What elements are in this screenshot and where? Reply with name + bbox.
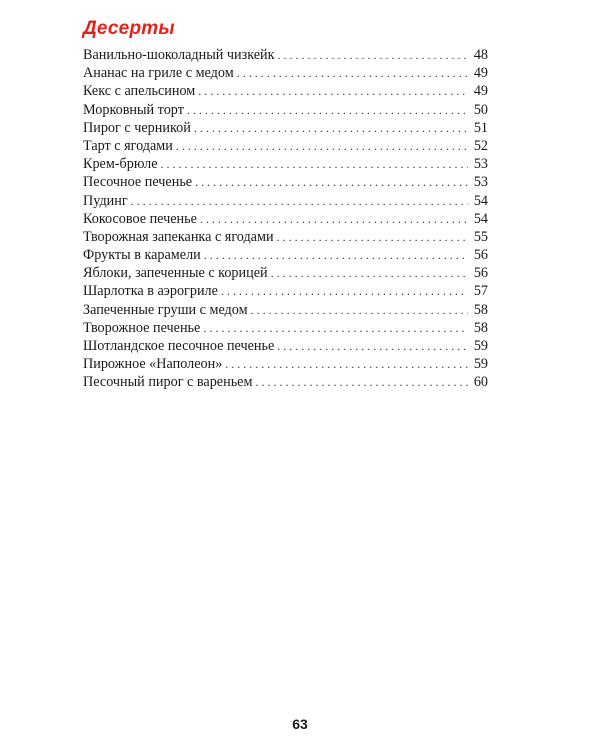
dot-leader	[131, 192, 468, 210]
toc-entry-title: Запеченные груши с медом	[83, 301, 248, 318]
dot-leader	[194, 119, 468, 137]
toc-entry-title: Пирог с черникой	[83, 119, 191, 136]
dot-leader	[277, 337, 468, 355]
toc-entry-title: Пирожное «Наполеон»	[83, 356, 223, 373]
toc-entry[interactable]	[83, 137, 488, 155]
toc-entry[interactable]	[83, 192, 488, 210]
dot-leader	[225, 355, 468, 373]
toc-entry-page: 48	[473, 47, 488, 63]
toc-entry[interactable]	[83, 210, 488, 228]
toc-entry[interactable]	[83, 264, 488, 282]
toc-entry[interactable]	[83, 301, 488, 319]
toc-entry-page: 58	[473, 301, 488, 318]
toc-entry-page: 50	[473, 101, 488, 118]
toc-entry[interactable]	[83, 119, 488, 137]
dot-leader	[277, 228, 468, 246]
dot-leader	[176, 137, 468, 155]
toc-entry[interactable]	[83, 228, 488, 246]
toc-entry[interactable]	[83, 155, 488, 173]
toc-entry-title: Яблоки, запеченные с корицей	[83, 265, 268, 282]
toc-entry-page: 52	[473, 137, 488, 154]
toc-entry[interactable]	[83, 64, 488, 82]
page-number: 63	[292, 716, 308, 732]
toc-entry-page: 56	[473, 265, 488, 282]
toc-entry-title: Морковный торт	[83, 101, 184, 118]
toc-entry-page: 55	[473, 228, 488, 245]
toc-entry-title: Тарт с ягодами	[83, 137, 173, 154]
toc-entry[interactable]	[83, 82, 488, 100]
toc-entry-title: Ванильно-шоколадный чизкейк	[83, 47, 275, 63]
toc-entry[interactable]	[83, 46, 488, 64]
dot-leader	[278, 46, 468, 64]
toc-entry-title: Кокосовое печенье	[83, 210, 197, 227]
toc-entry-title: Творожное печенье	[83, 319, 201, 336]
toc-entry-page: 49	[473, 83, 488, 100]
toc-entry-title: Пудинг	[83, 192, 128, 209]
dot-leader	[204, 246, 468, 264]
toc-entry[interactable]	[83, 355, 488, 373]
toc-entry[interactable]	[83, 246, 488, 264]
dot-leader	[198, 82, 468, 100]
toc-entry-page: 54	[473, 192, 488, 209]
dot-leader	[237, 64, 468, 82]
toc-entry-page: 59	[473, 356, 488, 373]
toc-entry-title: Шарлотка в аэрогриле	[83, 283, 218, 300]
dot-leader	[251, 301, 468, 319]
toc-entry-page: 58	[473, 319, 488, 336]
toc-entry-title: Фрукты в карамели	[83, 247, 201, 264]
toc-entry-title: Шотландское песочное печенье	[83, 338, 275, 354]
toc-entry[interactable]	[83, 337, 488, 355]
toc-entry-title: Творожная запеканка с ягодами	[83, 228, 274, 245]
toc-entry-page: 53	[473, 174, 488, 191]
dot-leader	[200, 210, 468, 228]
toc-entry-page: 56	[473, 247, 488, 264]
table-of-contents	[83, 46, 488, 392]
toc-entry-page: 54	[473, 210, 488, 227]
toc-entry-title: Кекс с апельсином	[83, 83, 196, 100]
toc-entry-title: Песочное печенье	[83, 174, 193, 191]
toc-entry[interactable]	[83, 101, 488, 119]
toc-entry-page: 59	[473, 338, 488, 354]
dot-leader	[271, 264, 468, 282]
dot-leader	[203, 319, 468, 337]
toc-entry-title: Песочный пирог с вареньем	[83, 374, 253, 391]
toc-entry-title: Ананас на гриле с медом	[83, 65, 234, 82]
toc-entry-page: 57	[473, 283, 488, 300]
dot-leader	[255, 373, 468, 391]
toc-entry-title: Крем-брюле	[83, 156, 158, 173]
toc-entry-page: 53	[473, 156, 488, 173]
toc-entry-page: 49	[473, 65, 488, 82]
toc-entry[interactable]	[83, 319, 488, 337]
dot-leader	[221, 282, 468, 300]
dot-leader	[187, 101, 468, 119]
dot-leader	[195, 173, 468, 191]
toc-entry-page: 51	[473, 119, 488, 136]
toc-entry[interactable]	[83, 173, 488, 191]
dot-leader	[161, 155, 469, 173]
section-title: Десерты	[83, 18, 175, 39]
toc-entry[interactable]	[83, 282, 488, 300]
toc-entry[interactable]	[83, 373, 488, 391]
toc-entry-page: 60	[473, 374, 488, 391]
